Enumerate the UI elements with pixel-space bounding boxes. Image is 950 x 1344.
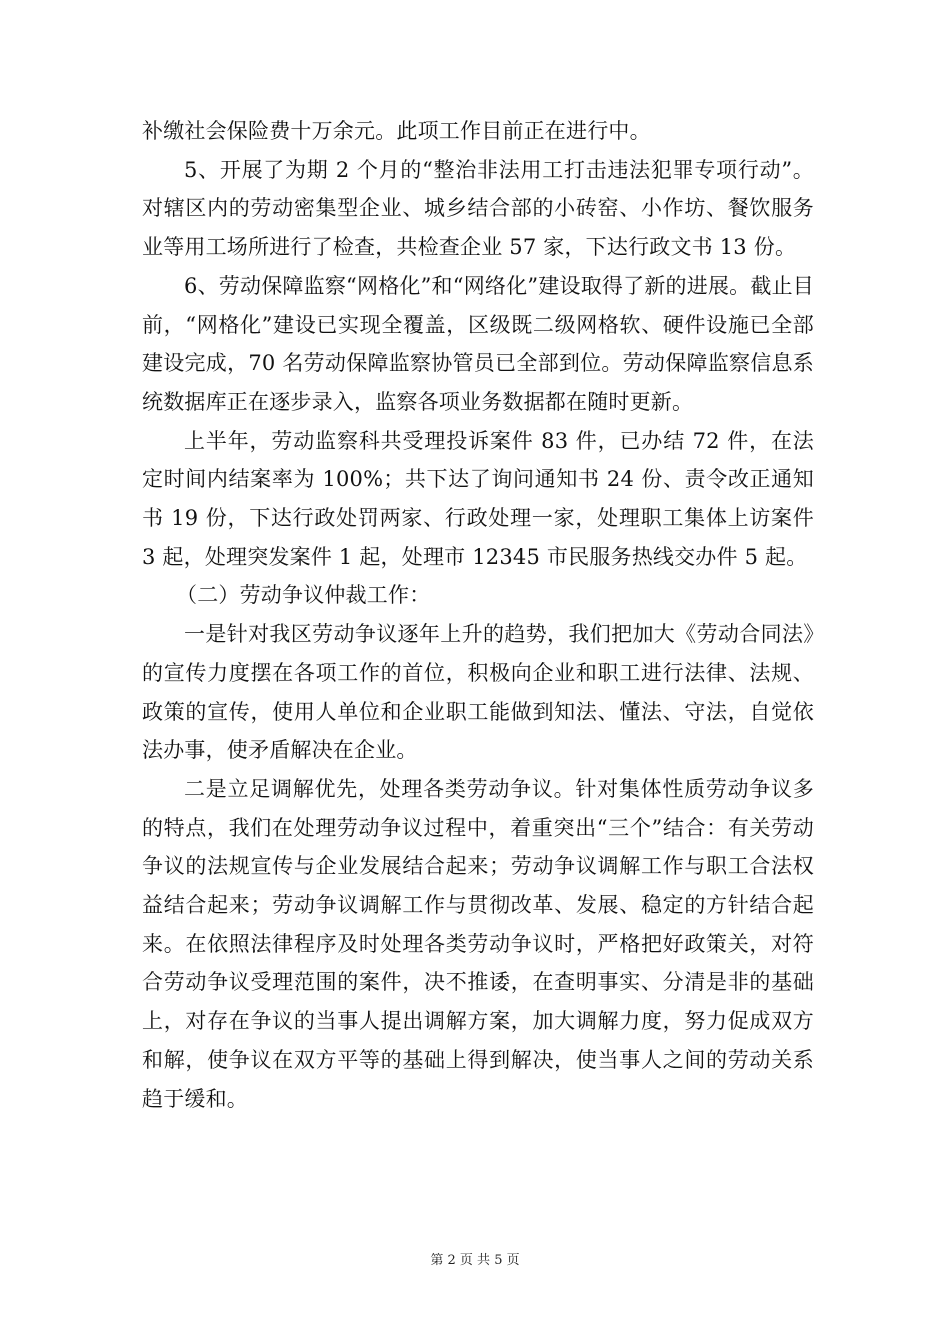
document-body xyxy=(142,112,814,1118)
section-heading-arbitration: （二）劳动争议仲裁工作： xyxy=(176,583,431,608)
paragraph-continuation: 补缴社会保险费十万余元。此项工作目前正在进行中。 xyxy=(142,119,651,143)
paragraph-half-year-summary: 上半年，劳动监察科共受理投诉案件 83 件，已办结 72 件，在法定时间内结案率为 100%；共下达了询问通知书 24 份、责令改正通知书 19 份，下达行政处罚两家、行政处理一家，处理职工集体上访案件 3 起，处理突发案件 1 起，处理市 12345 市民服务热线交办件 5 起。 xyxy=(142,428,814,569)
paragraph-item-6: 6、劳动保障监察“网格化”和“网络化”建设取得了新的进展。截止目前，“网格化”建设已实现全覆盖，区级既二级网格软、硬件设施已全部建设完成，70 名劳动保障监察协管员已全部到位。劳动保障监察信息系统数据库正在逐步录入，监察各项业务数据都在随时更新。 xyxy=(142,273,814,414)
paragraph-point-one: 一是针对我区劳动争议逐年上升的趋势，我们把加大《劳动合同法》的宣传力度摆在各项工作的首位，积极向企业和职工进行法律、法规、政策的宣传，使用人单位和企业职工能做到知法、懂法、守法，自觉依法办事，使矛盾解决在企业。 xyxy=(142,622,814,763)
page-number-footer: 第 2 页 共 5 页 xyxy=(430,1253,520,1268)
paragraph-point-two: 二是立足调解优先，处理各类劳动争议。针对集体性质劳动争议多的特点，我们在处理劳动争议过程中，着重突出“三个”结合：有关劳动争议的法规宣传与企业发展结合起来；劳动争议调解工作与职工合法权益结合起来；劳动争议调解工作与贯彻改革、发展、稳定的方针结合起来。在依照法律程序及时处理各类劳动争议时，严格把好政策关，对符合劳动争议受理范围的案件，决不推诿，在查明事实、分清是非的基础上，对存在争议的当事人提出调解方案，加大调解力度，努力促成双方和解，使争议在双方平等的基础上得到解决，使当事人之间的劳动关系趋于缓和。 xyxy=(142,776,814,1111)
paragraph-item-5: 5、开展了为期 2 个月的“整治非法用工打击违法犯罪专项行动”。对辖区内的劳动密集型企业、城乡结合部的小砖窑、小作坊、餐饮服务业等用工场所进行了检查，共检查企业 57 家，下达行政文书 13 份。 xyxy=(142,157,814,260)
